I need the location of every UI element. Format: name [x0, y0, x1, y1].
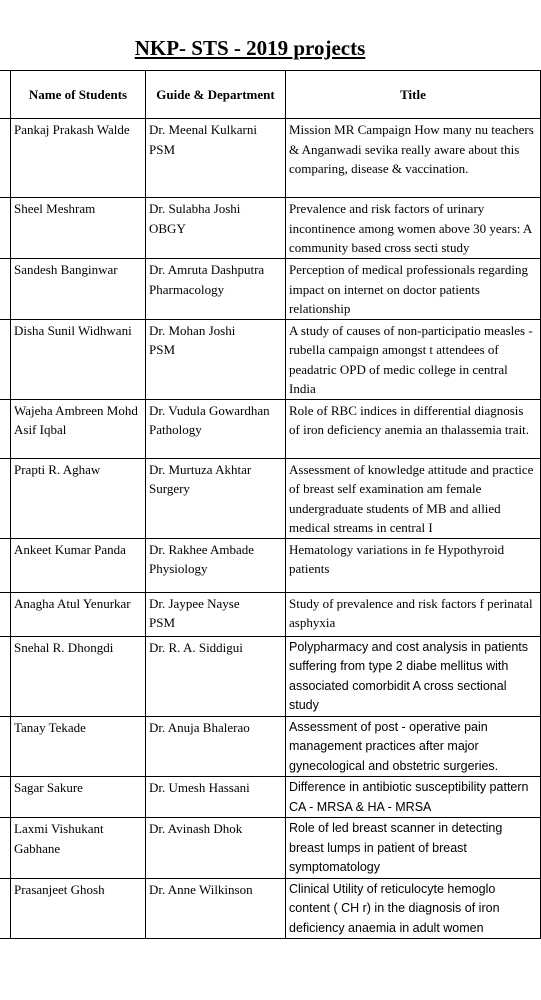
guide-cell	[146, 319, 286, 399]
student-name-cell	[11, 538, 146, 592]
table-row	[0, 538, 541, 592]
guide-department: Pharmacology	[149, 281, 225, 297]
student-name-cell	[11, 259, 146, 320]
table-row	[0, 259, 541, 320]
guide-name: Dr. Umesh Hassani	[149, 780, 250, 795]
header-title: Title	[286, 71, 541, 119]
project-title: A study of causes of non-participatio measles - rubella campaign amongst t attendees of peadatric OPD of medic college in central India	[289, 322, 533, 396]
guide-name: Dr. R. A. Siddigui	[149, 639, 243, 655]
table-body	[0, 119, 541, 939]
row-number-cell	[0, 636, 11, 716]
project-title-cell	[286, 198, 541, 259]
student-name: Tanay Tekade	[14, 719, 86, 735]
project-title-cell	[286, 119, 541, 198]
guide-cell	[146, 777, 286, 818]
project-title-cell	[286, 259, 541, 320]
guide-department: Pathology	[149, 422, 202, 437]
table-row	[0, 878, 541, 939]
table-row	[0, 399, 541, 458]
student-name-cell	[11, 716, 146, 777]
header-name: Name of Students	[11, 71, 146, 119]
student-name: Ankeet Kumar Panda	[14, 541, 126, 557]
row-number-cell	[0, 818, 11, 879]
projects-table	[0, 70, 541, 939]
row-number-cell	[0, 259, 11, 320]
table-row	[0, 716, 541, 777]
project-title-cell	[286, 319, 541, 399]
student-name-cell	[11, 818, 146, 879]
guide-name: Dr. Murtuza Akhtar	[149, 461, 252, 477]
student-name: Snehal R. Dhongdi	[14, 639, 114, 655]
guide-department: PSM	[149, 342, 176, 357]
project-title-cell	[286, 878, 541, 939]
guide-cell	[146, 399, 286, 458]
project-title-cell	[286, 538, 541, 592]
student-name: Sandesh Banginwar	[14, 262, 118, 277]
student-name: Disha Sunil Widhwani	[14, 322, 132, 338]
table-row	[0, 636, 541, 716]
student-name: Wajeha Ambreen Mohd Asif Iqbal	[14, 402, 138, 437]
table-row	[0, 198, 541, 259]
student-name: Laxmi Vishukant Gabhane	[14, 821, 104, 856]
project-title-cell	[286, 458, 541, 538]
guide-cell	[146, 592, 286, 636]
row-number-cell	[0, 458, 11, 538]
guide-name: Dr. Anne Wilkinson	[149, 881, 253, 897]
page-title: NKP- STS - 2019 projects	[134, 36, 366, 60]
table-row	[0, 592, 541, 636]
guide-cell	[146, 878, 286, 939]
row-number-cell	[0, 119, 11, 198]
student-name-cell	[11, 636, 146, 716]
guide-name: Dr. Meenal Kulkarni	[149, 122, 257, 137]
student-name-cell	[11, 458, 146, 538]
row-number-cell	[0, 538, 11, 592]
student-name-cell	[11, 592, 146, 636]
student-name-cell	[11, 399, 146, 458]
projects-sheet	[0, 70, 534, 970]
guide-department: Surgery	[149, 481, 190, 496]
row-number-cell	[0, 592, 11, 636]
student-name: Pankaj Prakash Walde	[14, 122, 130, 137]
guide-cell	[146, 259, 286, 320]
project-title: Role of RBC indices in differential diagnosis of iron deficiency anemia an thalassemia trait.	[289, 402, 530, 437]
guide-name: Dr. Avinash Dhok	[149, 821, 243, 836]
project-title-cell	[286, 818, 541, 879]
student-name: Prapti R. Aghaw	[14, 461, 101, 477]
project-title: Difference in antibiotic susceptibility pattern CA - MRSA & HA - MRSA	[289, 780, 529, 814]
project-title: Assessment of knowledge attitude and practice of breast self examination am female undergraduate students of MB and allied medical streams in central I	[289, 461, 534, 535]
project-title: Clinical Utility of reticulocyte hemoglo content ( CH r) in the diagnosis of iron deficiency anaemia in adult women	[289, 881, 500, 935]
table-row	[0, 119, 541, 198]
student-name: Sagar Sakure	[14, 780, 83, 795]
row-number-cell	[0, 399, 11, 458]
guide-department: OBGY	[149, 220, 186, 236]
project-title: Hematology variations in fe Hypothyroid patients	[289, 541, 505, 576]
header-guide: Guide & Department	[146, 71, 286, 119]
guide-name: Dr. Jaypee Nayse	[149, 595, 240, 611]
guide-department: PSM	[149, 615, 176, 630]
table-row	[0, 319, 541, 399]
project-title-cell	[286, 399, 541, 458]
project-title: Assessment of post - operative pain management practices after major gynecological and obstetric surgeries.	[289, 719, 499, 773]
row-number-cell	[0, 198, 11, 259]
guide-cell	[146, 636, 286, 716]
guide-cell	[146, 538, 286, 592]
table-row	[0, 777, 541, 818]
project-title: Study of prevalence and risk factors f perinatal asphyxia	[289, 595, 533, 630]
row-number-cell	[0, 716, 11, 777]
student-name-cell	[11, 319, 146, 399]
guide-department: PSM	[149, 141, 176, 157]
project-title-cell	[286, 636, 541, 716]
guide-cell	[146, 198, 286, 259]
project-title: Perception of medical professionals regarding impact on internet on doctor patients relationship	[289, 262, 528, 316]
project-title-cell	[286, 716, 541, 777]
project-title: Polypharmacy and cost analysis in patients suffering from type 2 diabe mellitus with associated comorbidit A cross sectional study	[289, 639, 529, 712]
student-name-cell	[11, 777, 146, 818]
project-title-cell	[286, 777, 541, 818]
guide-name: Dr. Amruta Dashputra	[149, 262, 265, 277]
project-title: Mission MR Campaign How many nu teachers & Anganwadi sevika really aware about this comparing, disease & vaccination.	[289, 122, 534, 176]
student-name-cell	[11, 878, 146, 939]
header-no	[0, 71, 11, 119]
guide-cell	[146, 458, 286, 538]
guide-cell	[146, 818, 286, 879]
student-name-cell	[11, 119, 146, 198]
guide-name: Dr. Sulabha Joshi	[149, 201, 241, 216]
table-row	[0, 458, 541, 538]
guide-name: Dr. Rakhee Ambade	[149, 541, 255, 557]
row-number-cell	[0, 777, 11, 818]
student-name-cell	[11, 198, 146, 259]
student-name: Prasanjeet Ghosh	[14, 881, 105, 897]
guide-name: Dr. Vudula Gowardhan	[149, 402, 270, 418]
guide-name: Dr. Mohan Joshi	[149, 322, 236, 338]
student-name: Sheel Meshram	[14, 201, 96, 216]
guide-cell	[146, 716, 286, 777]
project-title-cell	[286, 592, 541, 636]
guide-department: Physiology	[149, 561, 208, 576]
guide-cell	[146, 119, 286, 198]
project-title: Prevalence and risk factors of urinary incontinence among women above 30 years: A community based cross secti study	[289, 201, 532, 255]
row-number-cell	[0, 319, 11, 399]
student-name: Anagha Atul Yenurkar	[14, 595, 131, 611]
table-row	[0, 818, 541, 879]
guide-name: Dr. Anuja Bhalerao	[149, 719, 250, 735]
table-header-row	[0, 71, 541, 119]
row-number-cell	[0, 878, 11, 939]
project-title: Role of led breast scanner in detecting breast lumps in patient of breast symptomatology	[289, 821, 503, 874]
